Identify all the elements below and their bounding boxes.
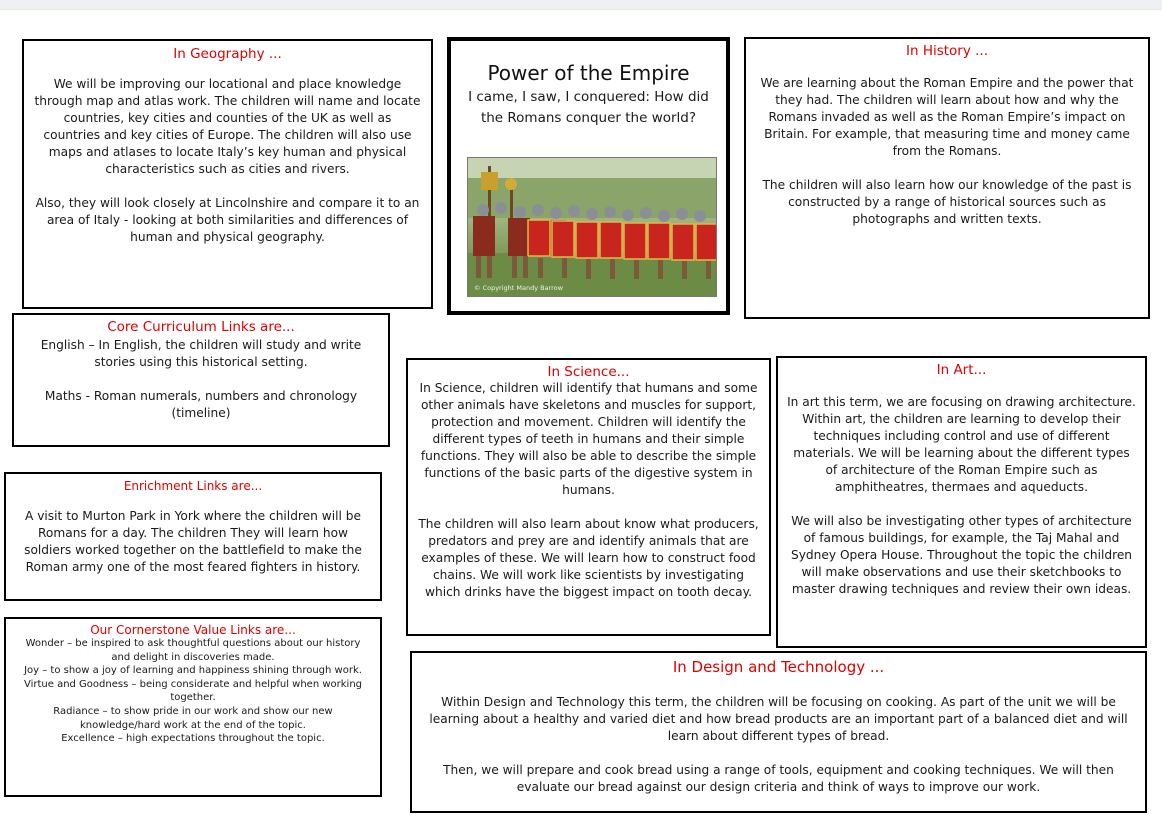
enrichment-heading: Enrichment Links are... <box>123 479 263 493</box>
design-technology-paragraph-1: Within Design and Technology this term, the children will be focusing on cooking. As part of the unit we will be learning about a healthy and varied diet and how bread products are an important part of a balanced diet and will learn about different types of bread. <box>429 695 1128 743</box>
science-section <box>406 358 771 636</box>
history-section <box>744 37 1150 319</box>
core-english-text: English – In English, the children will study and write stories using this historical setting. <box>40 338 362 369</box>
top-toolbar-strip <box>0 0 1162 10</box>
geography-section <box>22 39 433 309</box>
science-heading: In Science... <box>547 364 630 380</box>
design-technology-heading: In Design and Technology ... <box>672 658 885 676</box>
core-maths-text: Maths - Roman numerals, numbers and chronology (timeline) <box>44 389 358 420</box>
history-paragraph-2: The children will also learn how our knowledge of the past is constructed by a range of historical sources such as photographs and written texts. <box>762 178 1132 226</box>
cornerstone-heading: Our Cornerstone Value Links are... <box>90 623 296 637</box>
art-heading: In Art... <box>936 362 987 378</box>
roman-soldiers-photo <box>467 157 717 297</box>
geography-heading: In Geography ... <box>173 46 282 62</box>
art-section <box>776 356 1147 648</box>
value-virtue: Virtue and Goodness – being considerate and helpful when working together. <box>23 678 363 704</box>
science-paragraph-1: In Science, children will identify that humans and some other animals have skeletons and muscles for support, protection and movement. Children will identify the different types of teeth in humans and their simple functions. They will also be able to describe the simple functions of the basic parts of the digestive system in humans. <box>419 381 758 497</box>
topic-subtitle: I came, I saw, I conquered: How did the Romans conquer the world? <box>468 89 709 126</box>
value-radiance: Radiance – to show pride in our work and show our new knowledge/hard work at the end of the topic. <box>53 705 333 731</box>
design-technology-paragraph-2: Then, we will prepare and cook bread using a range of tools, equipment and cooking techniques. We will then evaluate our bread against our design criteria and think of ways to improve our work. <box>443 763 1114 794</box>
core-curriculum-heading: Core Curriculum Links are... <box>107 319 295 335</box>
value-joy: Joy – to show a joy of learning and happiness shining through work. <box>24 665 362 677</box>
cornerstone-values-section <box>4 617 382 797</box>
topic-title-box <box>447 37 730 315</box>
photo-copyright-caption: © Copyright Mandy Barrow <box>474 284 563 292</box>
art-paragraph-1: In art this term, we are focusing on drawing architecture. Within art, the children are learning to develop their techniques including control and use of different materials. We will be learning about the different types of architecture of the Roman Empire such as amphitheatres, thermaes and aqueducts. <box>787 395 1136 494</box>
geography-paragraph-1: We will be improving our locational and place knowledge through map and atlas work. The children will name and locate countries, key cities and counties of the UK as well as countries and key cities of Europe. The children will also use maps and atlases to locate Italy’s key human and physical characteristics such as cities and rivers. <box>34 77 421 176</box>
topic-title: Power of the Empire <box>487 61 690 85</box>
science-paragraph-2: The children will also learn about know what producers, predators and prey are and identify animals that are examples of these. We will learn how to construct food chains. We will work like scientists by investigating which drinks have the biggest impact on tooth decay. <box>418 517 759 599</box>
roman-soldiers-illustration <box>468 158 716 296</box>
design-technology-section <box>410 651 1147 813</box>
history-paragraph-1: We are learning about the Roman Empire and the power that they had. The children will learn about how and why the Romans invaded as well as the Roman Empire’s impact on Britain. For example, that measuring time and money came from the Romans. <box>760 76 1134 158</box>
enrichment-text: A visit to Murton Park in York where the children will be Romans for a day. The children They will learn how soldiers worked together on the battlefield to make the Roman army one of the most feared fighters in history. <box>24 509 362 574</box>
art-paragraph-2: We will also be investigating other types of architecture of famous buildings, for example, the Taj Mahal and Sydney Opera House. Throughout the topic the children will make observations and use their sketchbooks to master drawing techniques and review their own ideas. <box>790 514 1133 596</box>
core-curriculum-section <box>12 313 390 447</box>
value-excellence: Excellence – high expectations throughout the topic. <box>61 733 325 745</box>
value-wonder: Wonder – be inspired to ask thoughtful questions about our history and delight in discoveries made. <box>25 638 361 663</box>
history-heading: In History ... <box>905 43 989 59</box>
geography-paragraph-2: Also, they will look closely at Lincolnshire and compare it to an area of Italy - looking at both similarities and differences of human and physical geography. <box>35 196 420 244</box>
enrichment-section <box>4 472 382 601</box>
